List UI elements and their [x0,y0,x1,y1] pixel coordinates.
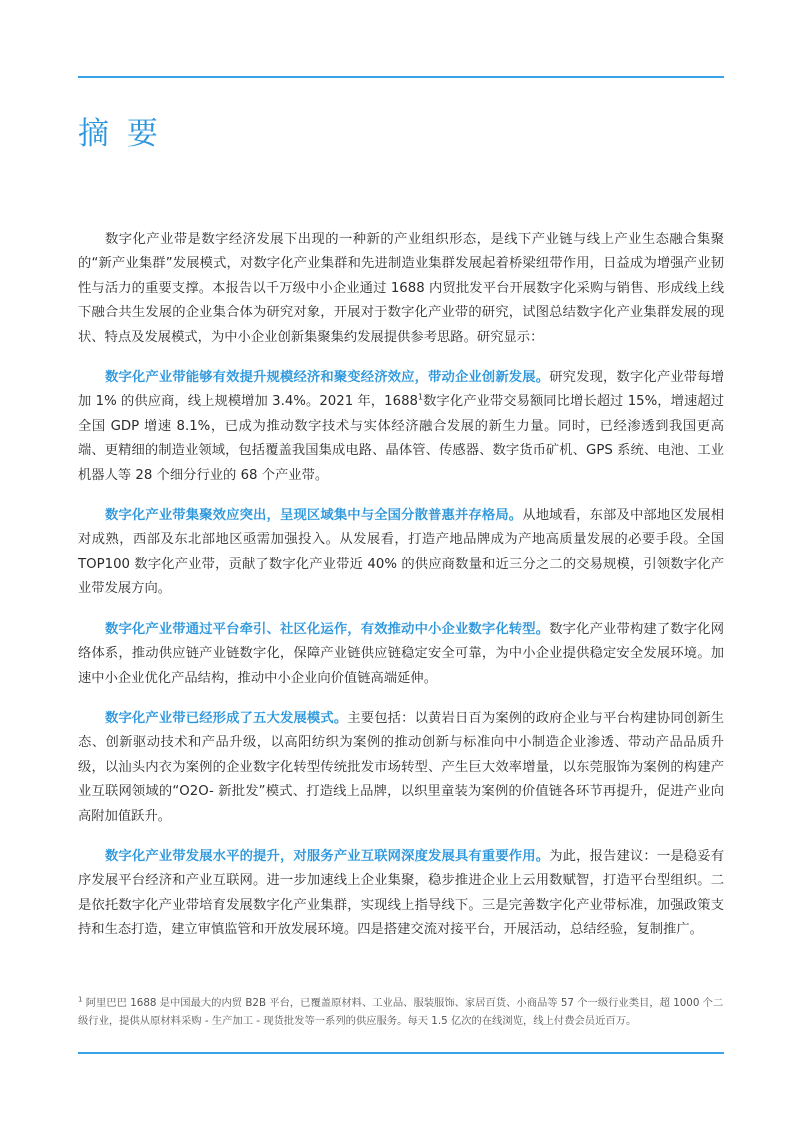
intro-paragraph: 数字化产业带是数字经济发展下出现的一种新的产业组织形态，是线下产业链与线上产业生态融合集聚的“新产业集群”发展模式，对数字化产业集群和先进制造业集群发展起着桥梁纽带作用，日益成为增强产业韧性与活力的重要支撑。本报告以千万级中小企业通过 1688 内贸批发平台开展数字化采购与销售、形成线上线下融合共生发展的企业集合体为研究对象，开展对于数字化产业带的研究，试图总结数字化产业集群发展的现状、特点及发展模式，为中小企业创新集聚集约发展提供参考思路。研究显示： [78,232,724,345]
finding-highlight: 数字化产业带能够有效提升规模经济和聚变经济效应，带动企业创新发展。 [105,370,550,386]
finding-highlight: 数字化产业带通过平台牵引、社区化运作，有效推动中小企业数字化转型。 [105,621,550,637]
finding-paragraph-4 [78,707,724,829]
footnote [78,994,724,1030]
finding-highlight: 数字化产业带集聚效应突出，呈现区域集中与全国分散普惠并存格局。 [105,508,523,524]
abstract-body [78,228,724,959]
footnote-text: 阿里巴巴 1688 是中国最大的内贸 B2B 平台，已覆盖原材料、工业品、服装服饰、家居百货、小商品等 57 个一级行业类目，超 1000 个二级行业，提供从原材料采购 - 生产加工 - 现货批发等一系列的供应服务。每天 1.5 亿次的在线浏览，线上付费会员近百万。 [78,997,724,1027]
finding-paragraph-5 [78,845,724,943]
footnote-marker: 1 [78,995,83,1004]
finding-text: 数字化产业带交易额同比增长超过 15%，增速超过全国 GDP 增速 8.1%，已成为推动数字技术与实体经济融合发展的新生力量。同时，已经渗透到我国更高端、更精细的制造业领域，包括覆盖我国集成电路、晶体管、传感器、数字货币矿机、GPS 系统、电池、工业机器人等 28 个细分行业的 68 个产业带。 [78,394,724,483]
finding-text: 为此，报告建议：一是稳妥有序发展平台经济和产业互联网。进一步加速线上企业集聚，稳步推进企业上云用数赋智，打造平台型组织。二是依托数字化产业带培育发展数字化产业集群，实现线上指导线下。三是完善数字化产业带标准，加强政策支持和生态打造，建立审慎监管和开放发展环境。四是搭建交流对接平台，开展活动，总结经验，复制推广。 [78,848,725,938]
finding-text: 从地域看，东部及中部地区发展相对成熟，西部及东北部地区亟需加强投入。从发展看，打造产地品牌成为产地高质量发展的必要手段。全国 TOP100 数字化产业带，贡献了数字化产业带近 40% 的供应商数量和近三分之二的交易规模，引领数字化产业带发展方向。 [78,508,725,597]
footnote-ref[interactable]: 1 [418,393,424,403]
finding-paragraph-3 [78,618,724,691]
top-divider [78,76,724,78]
page-title: 摘 要 [78,116,162,152]
finding-text: 数字化产业带构建了数字化网络体系，推动供应链产业链数字化，保障产业链供应链稳定安全可靠，为中小企业提供稳定安全发展环境。加速中小企业优化产品结构，推动中小企业向价值链高端延伸。 [78,621,725,686]
finding-paragraph-2 [78,504,724,602]
bottom-divider [78,1052,724,1054]
finding-highlight: 数字化产业带发展水平的提升，对服务产业互联网深度发展具有重要作用。 [105,848,550,864]
finding-text: 研究发现，数字化产业带每增加 1% 的供应商，线上规模增加 3.4%。2021 年，1688 [78,370,725,410]
finding-highlight: 数字化产业带已经形成了五大发展模式。 [105,710,348,726]
finding-paragraph-1 [78,366,724,488]
finding-text: 主要包括：以黄岩日百为案例的政府企业与平台构建协同创新生态、创新驱动技术和产品升级，以高阳纺织为案例的推动创新与标准向中小制造企业渗透、带动产品品质升级，以汕头内衣为案例的企业数字化转型传统批发市场转型、产生巨大效率增量，以东莞服饰为案例的构建产业互联网领域的“O2O- 新批发”模式、打造线上品牌，以织里童装为案例的价值链各环节再提升，促进产业向高附加值跃升。 [78,710,724,824]
